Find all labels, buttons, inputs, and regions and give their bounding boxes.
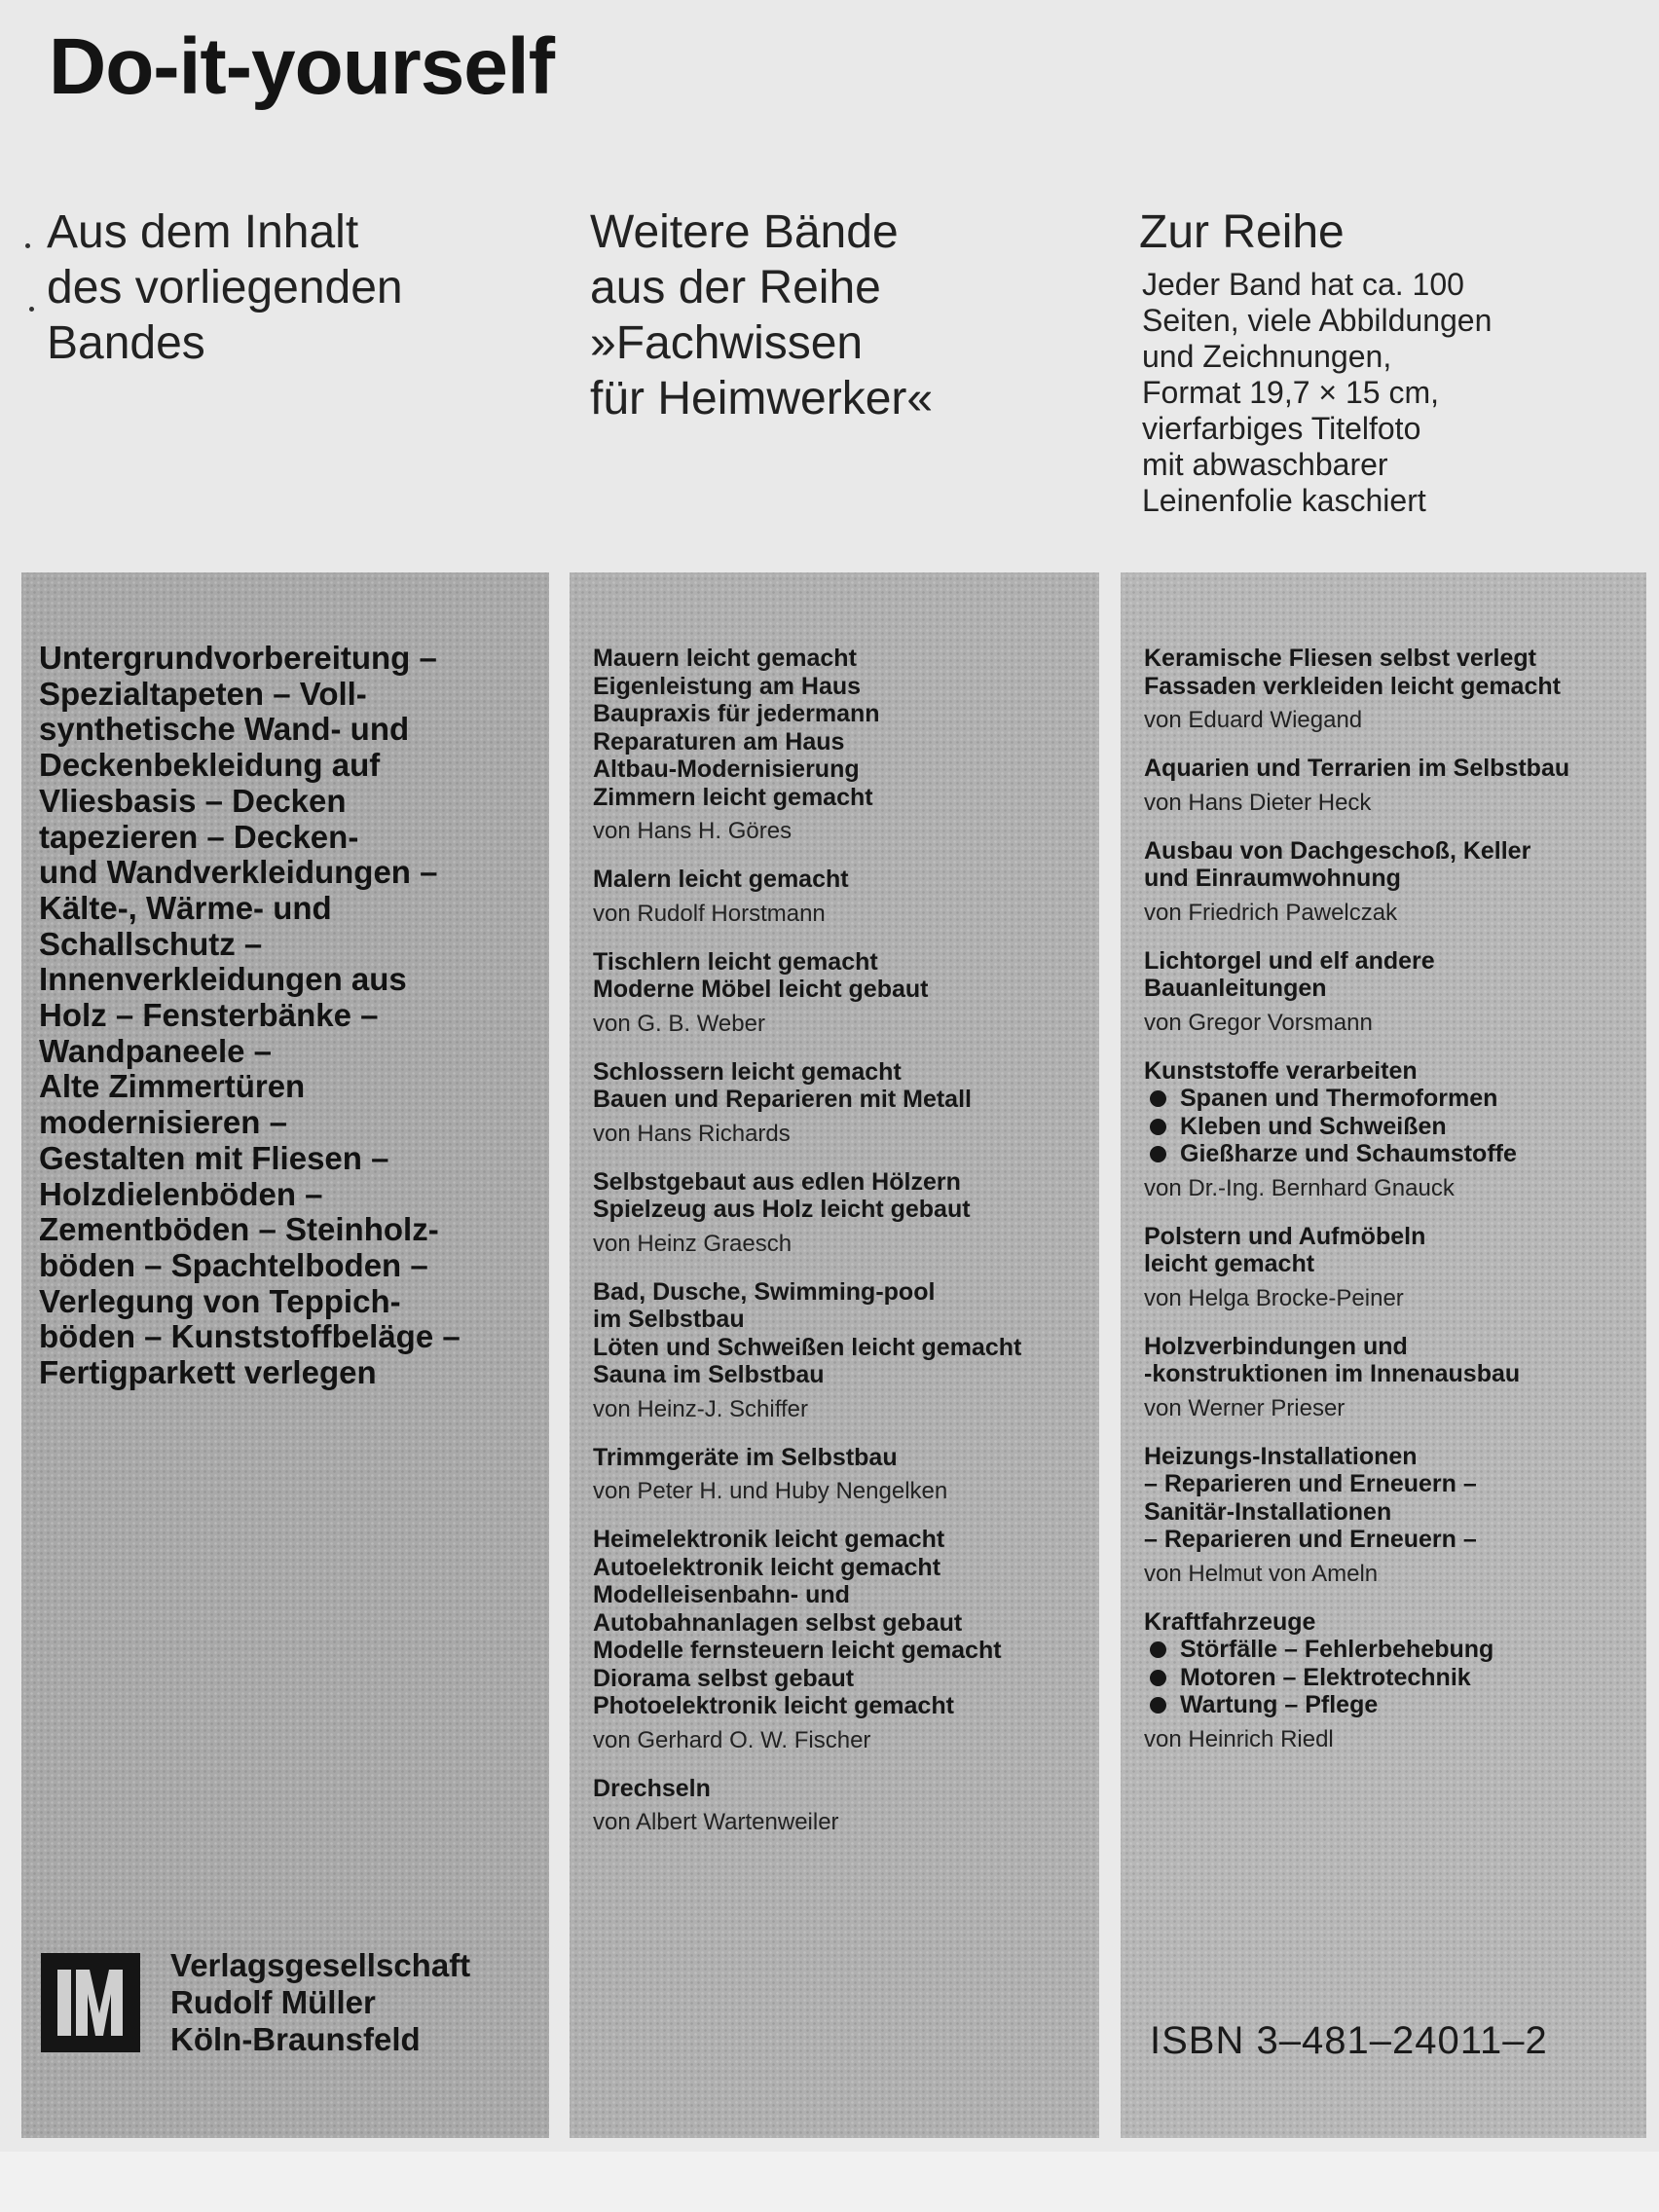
book-author: von Heinz-J. Schiffer xyxy=(593,1395,808,1422)
contents-line: Fertigparkett verlegen xyxy=(39,1354,377,1391)
contents-line: böden – Kunststoffbeläge – xyxy=(39,1318,461,1355)
book-title: und Einraumwohnung xyxy=(1144,865,1401,892)
book-title: Kunststoffe verarbeiten xyxy=(1144,1056,1418,1085)
book-entry xyxy=(593,1278,1080,1424)
book-entry xyxy=(593,1775,1080,1838)
book-entry xyxy=(1144,1057,1631,1203)
book-title: Photoelektronik leicht gemacht xyxy=(593,1692,954,1719)
about-text-line: Leinenfolie kaschiert xyxy=(1142,483,1426,518)
book-entry xyxy=(593,645,1080,846)
page-title: Do-it-yourself xyxy=(49,22,554,111)
book-subtopic xyxy=(1144,1085,1631,1113)
isbn: ISBN 3–481–24011–2 xyxy=(1150,2019,1548,2062)
bullet-icon xyxy=(1150,1085,1180,1112)
book-entry xyxy=(593,1444,1080,1507)
bullet-icon xyxy=(1150,1140,1180,1167)
book-entry xyxy=(1144,947,1631,1038)
book-author: von Werner Prieser xyxy=(1144,1394,1346,1421)
book-author: von Gerhard O. W. Fischer xyxy=(593,1726,871,1753)
contents-heading xyxy=(47,204,403,371)
book-title: im Selbstbau xyxy=(593,1306,745,1333)
contents-line: Schallschutz – xyxy=(39,925,263,962)
contents-line: Holzdielenböden – xyxy=(39,1175,323,1212)
contents-line: Zementböden – Steinholz- xyxy=(39,1211,439,1248)
series-heading-line: Weitere Bände xyxy=(590,206,899,258)
book-author: von G. B. Weber xyxy=(593,1010,765,1037)
series-heading-line: »Fachwissen xyxy=(590,317,864,369)
page-bottom-edge xyxy=(0,2152,1659,2212)
book-title: Schlossern leicht gemacht xyxy=(593,1057,902,1086)
book-title: – Reparieren und Erneuern – xyxy=(1144,1526,1477,1553)
contents-line: Innenverkleidungen aus xyxy=(39,961,407,998)
book-entry xyxy=(1144,1608,1631,1754)
publisher-logo xyxy=(41,1953,140,2052)
contents-line: synthetische Wand- und xyxy=(39,711,410,748)
book-title: Sauna im Selbstbau xyxy=(593,1361,825,1388)
book-title: Modelle fernsteuern leicht gemacht xyxy=(593,1637,1002,1664)
book-author: von Helga Brocke-Peiner xyxy=(1144,1284,1404,1311)
book-subtopic-label: Kleben und Schweißen xyxy=(1180,1112,1447,1140)
series-heading-line: für Heimwerker« xyxy=(590,373,934,424)
book-subtopic-label: Wartung – Pflege xyxy=(1180,1691,1379,1718)
book-title: Tischlern leicht gemacht xyxy=(593,947,878,976)
book-title: Drechseln xyxy=(593,1774,711,1802)
book-title: Löten und Schweißen leicht gemacht xyxy=(593,1333,1022,1361)
book-entry xyxy=(593,866,1080,929)
book-subtopic-label: Gießharze und Schaumstoffe xyxy=(1180,1140,1517,1167)
publisher-logo-icon xyxy=(41,1953,140,2052)
contents-line: Kälte-, Wärme- und xyxy=(39,889,332,926)
contents-line: Untergrundvorbereitung – xyxy=(39,640,437,676)
book-title: Altbau-Modernisierung xyxy=(593,756,860,783)
book-author: von Hans Dieter Heck xyxy=(1144,789,1372,816)
book-list-right xyxy=(1144,645,1631,1774)
print-mark xyxy=(25,243,30,248)
series-heading-line: aus der Reihe xyxy=(590,262,881,313)
book-title: Autobahnanlagen selbst gebaut xyxy=(593,1608,963,1637)
book-subtopic xyxy=(1144,1664,1631,1692)
contents-line: Holz – Fensterbänke – xyxy=(39,997,379,1034)
book-title: Holzverbindungen und xyxy=(1144,1332,1408,1360)
book-title: Spielzeug aus Holz leicht gebaut xyxy=(593,1196,971,1223)
book-title: Zimmern leicht gemacht xyxy=(593,783,873,811)
contents-line: Verlegung von Teppich- xyxy=(39,1282,401,1319)
contents-heading-line: Bandes xyxy=(47,317,205,369)
book-subtopic xyxy=(1144,1636,1631,1664)
publisher-name xyxy=(170,1947,470,2058)
book-title: Heimelektronik leicht gemacht xyxy=(593,1526,945,1553)
about-text-line: Format 19,7 × 15 cm, xyxy=(1142,375,1440,410)
book-author: von Friedrich Pawelczak xyxy=(1144,899,1398,926)
book-title: – Reparieren und Erneuern – xyxy=(1144,1470,1477,1497)
contents-line: Deckenbekleidung auf xyxy=(39,747,381,784)
book-author: von Hans H. Göres xyxy=(593,818,793,844)
book-author: von Peter H. und Huby Nengelken xyxy=(593,1478,948,1504)
book-title: Sanitär-Installationen xyxy=(1144,1497,1392,1526)
contents-line: modernisieren – xyxy=(39,1104,287,1141)
book-entry xyxy=(593,1526,1080,1755)
about-text-line: mit abwaschbarer xyxy=(1142,447,1388,482)
book-entry xyxy=(1144,1443,1631,1589)
bullet-icon xyxy=(1150,1691,1180,1718)
publisher-line: Rudolf Müller xyxy=(170,1984,376,2020)
contents-line: Vliesbasis – Decken xyxy=(39,782,347,819)
book-subtopic-label: Motoren – Elektrotechnik xyxy=(1180,1663,1471,1691)
contents-line: böden – Spachtelboden – xyxy=(39,1246,428,1283)
book-subtopic xyxy=(1144,1113,1631,1141)
book-title: Moderne Möbel leicht gebaut xyxy=(593,976,929,1003)
book-author: von Gregor Vorsmann xyxy=(1144,1009,1373,1036)
book-subtopic-label: Störfälle – Fehlerbehebung xyxy=(1180,1636,1494,1663)
contents-line: Gestalten mit Fliesen – xyxy=(39,1139,389,1176)
book-list-middle xyxy=(593,645,1080,1857)
about-text xyxy=(1142,267,1492,519)
book-title: Keramische Fliesen selbst verlegt xyxy=(1144,645,1536,672)
book-entry xyxy=(593,1058,1080,1149)
book-title: -konstruktionen im Innenausbau xyxy=(1144,1360,1521,1387)
book-title: Lichtorgel und elf andere xyxy=(1144,946,1435,975)
book-author: von Helmut von Ameln xyxy=(1144,1560,1379,1587)
about-text-line: und Zeichnungen, xyxy=(1142,339,1392,374)
book-title: Malern leicht gemacht xyxy=(593,866,849,893)
book-entry xyxy=(1144,1223,1631,1313)
contents-line: und Wandverkleidungen – xyxy=(39,854,438,891)
book-entry xyxy=(593,948,1080,1039)
book-author: von Heinz Graesch xyxy=(593,1230,793,1257)
book-entry xyxy=(1144,1333,1631,1423)
bullet-icon xyxy=(1150,1113,1180,1140)
book-title: Mauern leicht gemacht xyxy=(593,645,857,672)
about-heading xyxy=(1139,204,1345,260)
book-title: Ausbau von Dachgeschoß, Keller xyxy=(1144,836,1531,865)
book-title: Kraftfahrzeuge xyxy=(1144,1607,1316,1636)
book-title: Trimmgeräte im Selbstbau xyxy=(593,1443,898,1471)
bullet-icon xyxy=(1150,1636,1180,1663)
series-books-panel-right xyxy=(1121,572,1646,2138)
contents-line: Alte Zimmertüren xyxy=(39,1068,306,1105)
book-title: Diorama selbst gebaut xyxy=(593,1664,855,1692)
contents-line: Spezialtapeten – Voll- xyxy=(39,675,367,712)
publisher-line: Köln-Braunsfeld xyxy=(170,2021,421,2057)
book-subtopic-label: Spanen und Thermoformen xyxy=(1180,1085,1498,1112)
book-title: Autoelektronik leicht gemacht xyxy=(593,1553,941,1581)
book-author: von Eduard Wiegand xyxy=(1144,707,1363,733)
book-entry xyxy=(1144,645,1631,735)
book-title: leicht gemacht xyxy=(1144,1250,1315,1277)
book-title: Heizungs-Installationen xyxy=(1144,1442,1418,1470)
book-title: Bauanleitungen xyxy=(1144,975,1327,1002)
contents-list xyxy=(39,641,535,1391)
contents-line: Wandpaneele – xyxy=(39,1032,273,1069)
book-author: von Rudolf Horstmann xyxy=(593,900,826,927)
contents-panel xyxy=(21,572,549,2138)
book-title: Polstern und Aufmöbeln xyxy=(1144,1222,1426,1250)
contents-heading-line: Aus dem Inhalt xyxy=(47,206,359,258)
book-title: Baupraxis für jedermann xyxy=(593,700,880,727)
book-title: Selbstgebaut aus edlen Hölzern xyxy=(593,1167,961,1196)
book-title: Fassaden verkleiden leicht gemacht xyxy=(1144,672,1561,700)
book-title: Bauen und Reparieren mit Metall xyxy=(593,1086,972,1113)
book-title: Modelleisenbahn- und xyxy=(593,1581,850,1608)
book-entry xyxy=(1144,755,1631,818)
book-author: von Hans Richards xyxy=(593,1120,791,1147)
book-title: Bad, Dusche, Swimming-pool xyxy=(593,1277,936,1306)
about-heading-line: Zur Reihe xyxy=(1139,206,1345,258)
book-author: von Dr.-Ing. Bernhard Gnauck xyxy=(1144,1174,1455,1201)
print-mark xyxy=(29,307,34,312)
book-author: von Albert Wartenweiler xyxy=(593,1809,839,1835)
bullet-icon xyxy=(1150,1664,1180,1691)
contents-heading-line: des vorliegenden xyxy=(47,262,403,313)
book-subtopic xyxy=(1144,1140,1631,1168)
book-title: Aquarien und Terrarien im Selbstbau xyxy=(1144,755,1570,782)
series-books-panel xyxy=(570,572,1099,2138)
series-heading xyxy=(590,204,933,426)
book-title: Reparaturen am Haus xyxy=(593,727,845,756)
book-entry xyxy=(1144,837,1631,928)
about-text-line: vierfarbiges Titelfoto xyxy=(1142,411,1421,446)
book-subtopic xyxy=(1144,1691,1631,1719)
book-author: von Heinrich Riedl xyxy=(1144,1725,1334,1752)
about-text-line: Jeder Band hat ca. 100 xyxy=(1142,267,1464,302)
contents-line: tapezieren – Decken- xyxy=(39,818,359,855)
book-title: Eigenleistung am Haus xyxy=(593,672,862,700)
book-entry xyxy=(593,1168,1080,1259)
publisher-line: Verlagsgesellschaft xyxy=(170,1947,471,1983)
about-text-line: Seiten, viele Abbildungen xyxy=(1142,303,1493,338)
